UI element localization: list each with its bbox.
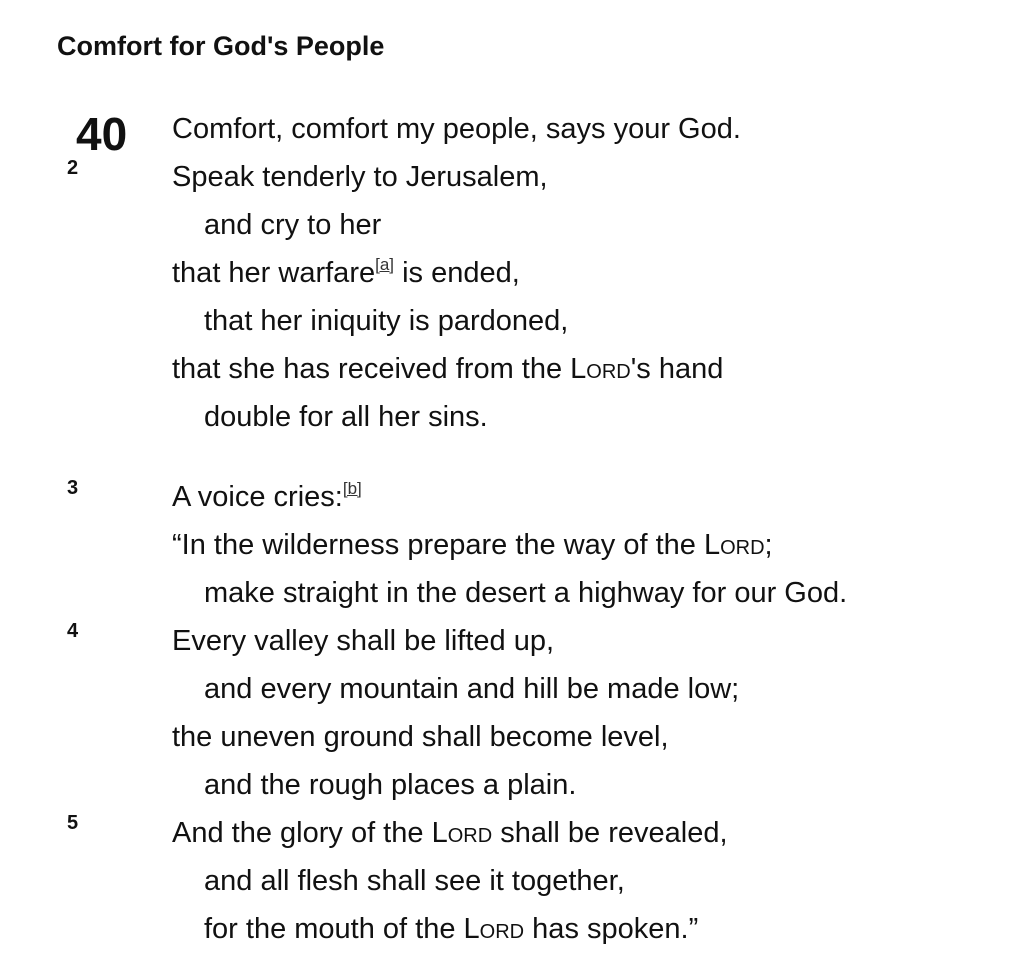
verse-line [172,525,773,565]
line-text: and cry to her [204,209,382,241]
section-heading: Comfort for God's People [57,31,385,61]
line-text: Comfort, comfort my people, says your God. [172,113,741,145]
verse-line [172,717,669,757]
line-text: the uneven ground shall become level, [172,721,669,753]
line-text: for the mouth of the [204,913,464,945]
verse-line [204,301,568,341]
line-text: ; [764,529,773,561]
verse-line [172,157,548,197]
line-text: Speak tenderly to Jerusalem, [172,161,548,193]
verse-line [204,669,739,709]
verse-line [172,621,554,661]
footnote-link-b[interactable]: [b] [342,479,362,498]
verse-number-2: 2 [67,157,79,179]
line-text: make straight in the desert a highway for our God. [204,577,848,609]
footnote-link-a[interactable]: [a] [375,255,395,274]
divine-name: Lord [431,817,493,849]
line-text: And the glory of the [172,817,432,849]
verse-line [204,397,488,437]
line-text: that her warfare [172,257,376,289]
line-text: Every valley shall be lifted up, [172,625,555,657]
chapter-number: 40 [76,108,128,160]
line-text: and all flesh shall see it together, [204,865,625,897]
divine-name: Lord [570,353,631,385]
line-text: and the rough places a plain. [204,769,577,801]
line-text: and every mountain and hill be made low; [204,673,740,705]
verse-line [172,253,520,293]
line-text: A voice cries: [172,481,343,513]
line-text: that she has received from the [172,353,571,385]
verse-line [204,909,698,949]
divine-name: Lord [463,913,525,945]
verse-line [204,861,625,901]
line-text: “In the wilderness prepare the way of the [172,529,704,561]
line-text: is ended, [394,257,520,289]
verse-line [172,349,723,389]
verse-line [204,573,847,613]
verse-line [172,109,741,149]
divine-name: Lord [703,529,765,561]
line-text: has spoken.” [524,913,699,945]
line-text: double for all her sins. [204,401,488,433]
verse-number-4: 4 [67,620,79,642]
line-text: shall be revealed, [492,817,728,849]
verse-number-5: 5 [67,812,79,834]
verse-line [204,765,576,805]
line-text: 's hand [630,353,724,385]
line-text: that her iniquity is pardoned, [204,305,569,337]
verse-line [172,477,362,517]
verse-line [204,205,381,245]
verse-number-3: 3 [67,477,79,499]
verse-line [172,813,728,853]
